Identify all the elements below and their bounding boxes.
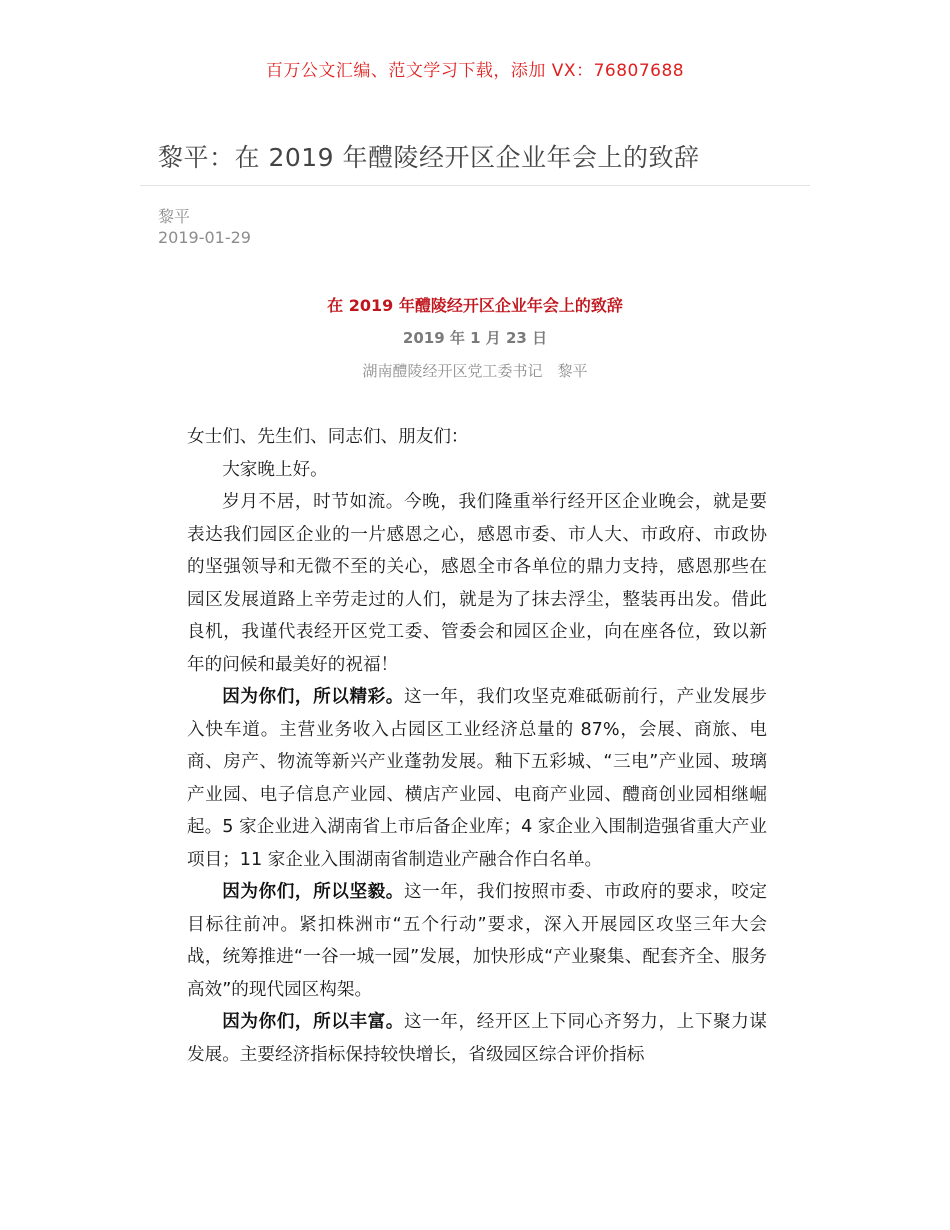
speech-title: 在 2019 年醴陵经开区企业年会上的致辞 [327,296,623,315]
title-divider [140,185,810,186]
paragraph: 因为你们，所以精彩。这一年，我们攻坚克难砥砺前行，产业发展步入快车道。主营业务收入占园区工业经济总量的 87%，会展、商旅、电商、房产、物流等新兴产业蓬勃发展。釉下五彩城、“三电”产业园、玻璃产业园、电子信息产业园、横店产业园、电商产业园、醴商创业园相继崛起。5 家企业进入湖南省上市后备企业库；4 家企业入围制造强省重大产业项目；11 家企业入围湖南省制造业产融合作白名单。 [187,687,767,870]
speech-body [187,421,767,1071]
speech-speaker: 湖南醴陵经开区党工委书记 黎平 [362,362,588,380]
paragraph: 女士们、先生们、同志们、朋友们： [187,427,469,447]
paragraph: 因为你们，所以丰富。这一年，经开区上下同心齐努力，上下聚力谋发展。主要经济指标保持较快增长，省级园区综合评价指标 [187,1012,767,1065]
paragraph-lead: 因为你们，所以坚毅。 [222,882,404,902]
paragraph: 大家晚上好。 [222,459,328,480]
promo-banner: 百万公文汇编、范文学习下载，添加 VX：76807688 [265,61,685,81]
speech-date: 2019 年 1 月 23 日 [402,329,548,347]
page-title: 黎平：在 2019 年醴陵经开区企业年会上的致辞 [158,143,700,172]
paragraph-lead: 因为你们，所以丰富。 [222,1012,404,1032]
paragraph-lead: 因为你们，所以精彩。 [222,687,404,707]
article-date: 2019-01-29 [158,228,251,247]
paragraph: 因为你们，所以坚毅。这一年，我们按照市委、市政府的要求，咬定目标往前冲。紧扣株洲市“五个行动”要求，深入开展园区攻坚三年大会战，统筹推进“一谷一城一园”发展，加快形成“产业聚集、配套齐全、服务高效”的现代园区构架。 [187,882,767,1000]
paragraph: 岁月不居，时节如流。今晚，我们隆重举行经开区企业晚会，就是要表达我们园区企业的一片感恩之心，感恩市委、市人大、市政府、市政协的坚强领导和无微不至的关心，感恩全市各单位的鼎力支持，感恩那些在园区发展道路上辛劳走过的人们，就是为了抹去浮尘，整装再出发。借此良机，我谨代表经开区党工委、管委会和园区企业，向在座各位，致以新年的问候和最美好的祝福！ [187,492,767,675]
article-author: 黎平 [158,207,191,226]
